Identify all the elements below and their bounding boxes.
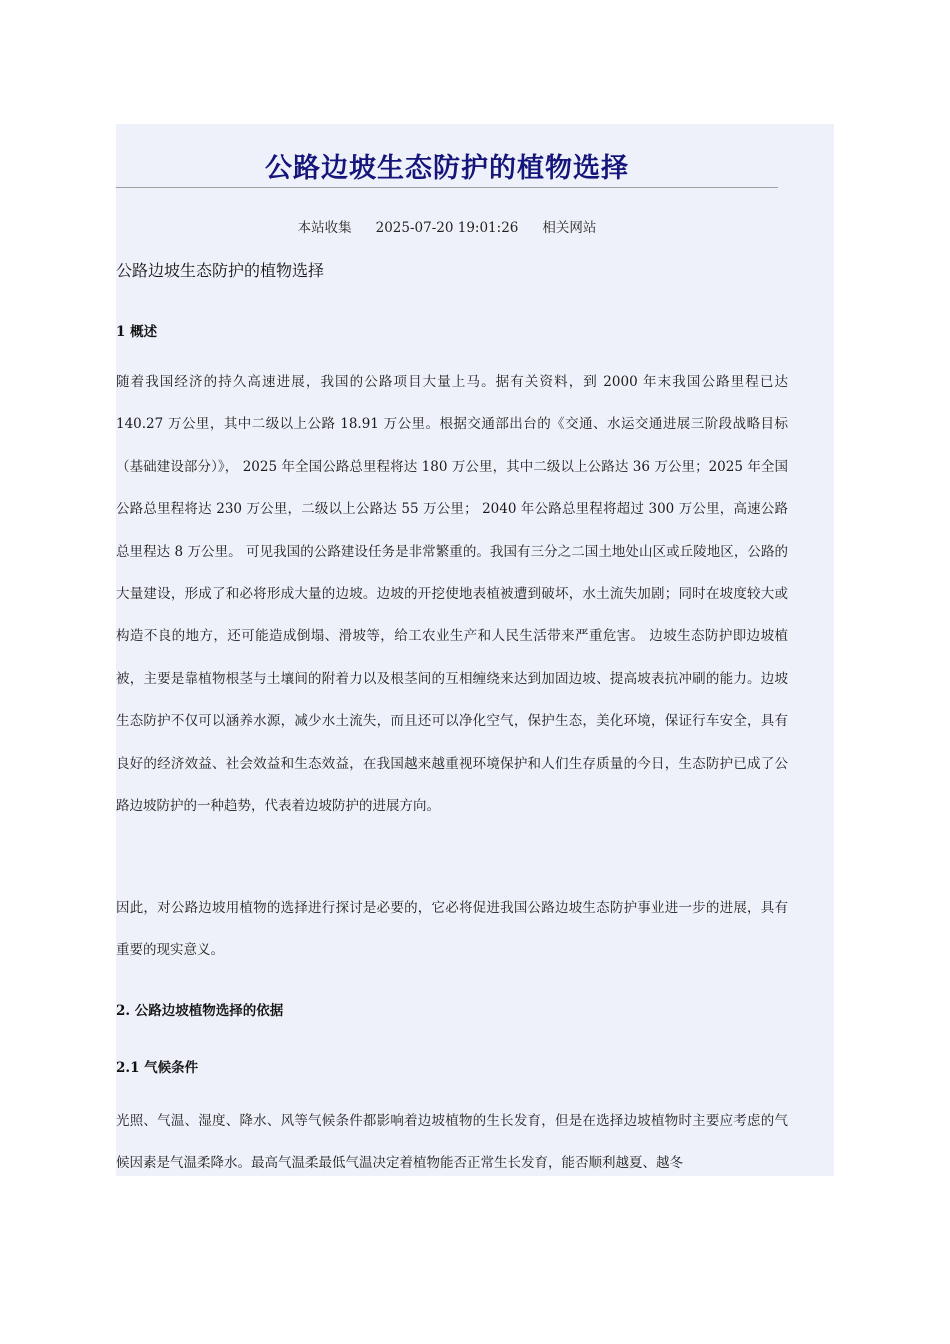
title-divider [116, 187, 778, 188]
article-title: 公路边坡生态防护的植物选择 [265, 153, 629, 184]
meta-datetime: 2025-07-20 19:01:26 [375, 220, 519, 236]
article-meta [116, 216, 778, 236]
section-heading-basis: 2. 公路边坡植物选择的依据 [116, 1003, 284, 1019]
paragraph-significance: 因此，对公路边坡用植物的选择进行探讨是必要的，它必将促进我国公路边坡生态防护事业进一步的进展，具有重要的现实意义。 [116, 900, 788, 959]
article-panel [116, 124, 834, 1176]
paragraph-overview: 随着我国经济的持久高速进展，我国的公路项目大量上马。据有关资料，到 2000 年末我国公路里程已达 140.27 万公里，其中二级以上公路 18.91 万公里。根据交通部出台的《交通、水运交通进展三阶段战略目标（基础建设部分）》， 2025 年全国公路总里程将达 180 万公里，其中二级以上公路达 36 万公里；2025 年全国公路总里程将达 230 万公里，二级以上公路达 55 万公里； 2040 年公路总里程将超过 300 万公里，高速公路总里程达 8 万公里。 可见我国的公路建设任务是非常繁重的。我国有三分之二国土地处山区或丘陵地区，公路的大量建设，形成了和必将形成大量的边坡。边坡的开挖使地表植被遭到破坏，水土流失加剧；同时在坡度较大或构造不良的地方，还可能造成倒塌、滑坡等，给工农业生产和人民生活带来严重危害。 边坡生态防护即边坡植被，主要是靠植物根茎与土壤间的附着力以及根茎间的互相缠绕来达到加固边坡、提高坡表抗冲刷的能力。边坡生态防护不仅可以涵养水源，减少水土流失，而且还可以净化空气，保护生态，美化环境，保证行车安全，具有良好的经济效益、社会效益和生态效益，在我国越来越重视环境保护和人们生存质量的今日，生态防护已成了公路边坡防护的一种趋势，代表着边坡防护的进展方向。 [116, 374, 788, 815]
meta-related-link[interactable]: 相关网站 [542, 220, 597, 236]
meta-source: 本站收集 [297, 220, 352, 236]
section-heading-climate: 2.1 气候条件 [116, 1060, 199, 1076]
paragraph-climate: 光照、气温、湿度、降水、风等气候条件都影响着边坡植物的生长发育，但是在选择边坡植物时主要应考虑的气候因素是气温柔降水。最高气温柔最低气温决定着植物能否正常生长发育，能否顺利越夏、越冬 [116, 1113, 788, 1172]
article-subtitle: 公路边坡生态防护的植物选择 [116, 261, 325, 280]
section-heading-overview: 1 概述 [116, 324, 158, 340]
